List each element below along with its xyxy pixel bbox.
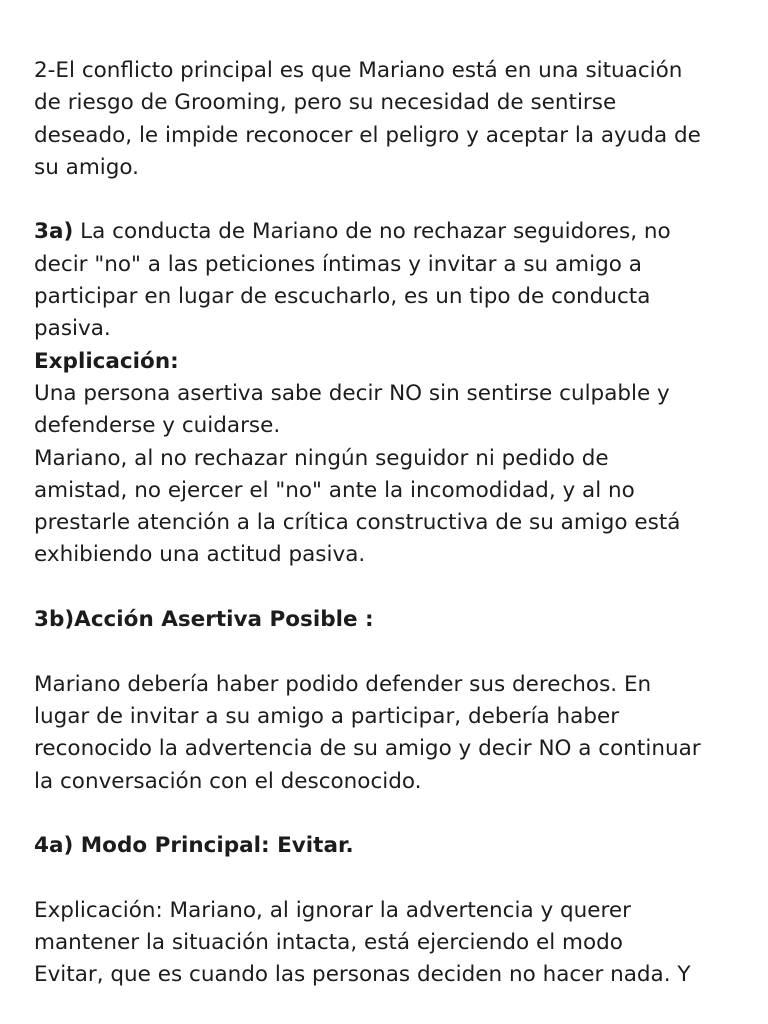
section-3b bbox=[34, 604, 744, 798]
paragraph-gap bbox=[34, 862, 744, 894]
section-3a-line: participar en lugar de escucharlo, es un tipo de conducta bbox=[34, 284, 651, 310]
section-3b-line: Mariano debería haber podido defender sus derechos. En bbox=[34, 671, 652, 697]
section-3a bbox=[34, 216, 744, 571]
section-4a bbox=[34, 830, 744, 991]
explicacion-line: Una persona asertiva sabe decir NO sin sentirse culpable y bbox=[34, 380, 670, 406]
explicacion-line: prestarle atención a la crítica constructiva de su amigo está bbox=[34, 510, 681, 536]
section-2-line: de riesgo de Grooming, pero su necesidad de sentirse bbox=[34, 90, 617, 116]
explicacion-line: Mariano, al no rechazar ningún seguidor ni pedido de bbox=[34, 445, 609, 471]
section-3b-heading: 3b)Acción Asertiva Posible : bbox=[34, 607, 374, 633]
paragraph-gap bbox=[34, 636, 744, 668]
section-4a-line: mantener la situación intacta, está ejerciendo el modo bbox=[34, 930, 623, 956]
paragraph-gap bbox=[34, 572, 744, 604]
section-3a-label: 3a) bbox=[34, 219, 74, 245]
section-4a-line: Explicación: Mariano, al ignorar la advertencia y querer bbox=[34, 897, 631, 923]
explicacion-line: exhibiendo una actitud pasiva. bbox=[34, 542, 366, 568]
section-4a-heading: 4a) Modo Principal: Evitar. bbox=[34, 833, 354, 859]
section-3a-first-line-text: La conducta de Mariano de no rechazar seguidores, no bbox=[73, 219, 671, 245]
section-3a-first-line bbox=[34, 216, 744, 248]
section-3a-line: pasiva. bbox=[34, 316, 111, 342]
section-2-line: deseado, le impide reconocer el peligro y aceptar la ayuda de bbox=[34, 122, 701, 148]
section-2-line: su amigo. bbox=[34, 154, 140, 180]
section-3b-line: la conversación con el desconocido. bbox=[34, 768, 422, 794]
paragraph-gap bbox=[34, 184, 744, 216]
section-4a-line: Evitar, que es cuando las personas deciden no hacer nada. Y bbox=[34, 962, 691, 988]
paragraph-gap bbox=[34, 798, 744, 830]
section-2-line: 2-El conflicto principal es que Mariano está en una situación bbox=[34, 58, 683, 83]
section-2 bbox=[34, 55, 744, 184]
explicacion-line: defenderse y cuidarse. bbox=[34, 413, 281, 439]
section-3b-line: reconocido la advertencia de su amigo y decir NO a continuar bbox=[34, 736, 701, 762]
section-3a-line: decir "no" a las peticiones íntimas y invitar a su amigo a bbox=[34, 251, 642, 277]
explicacion-heading: Explicación: bbox=[34, 348, 179, 374]
explicacion-line: amistad, no ejercer el "no" ante la incomodidad, y al no bbox=[34, 477, 635, 503]
section-3b-line: lugar de invitar a su amigo a participar, debería haber bbox=[34, 703, 620, 729]
